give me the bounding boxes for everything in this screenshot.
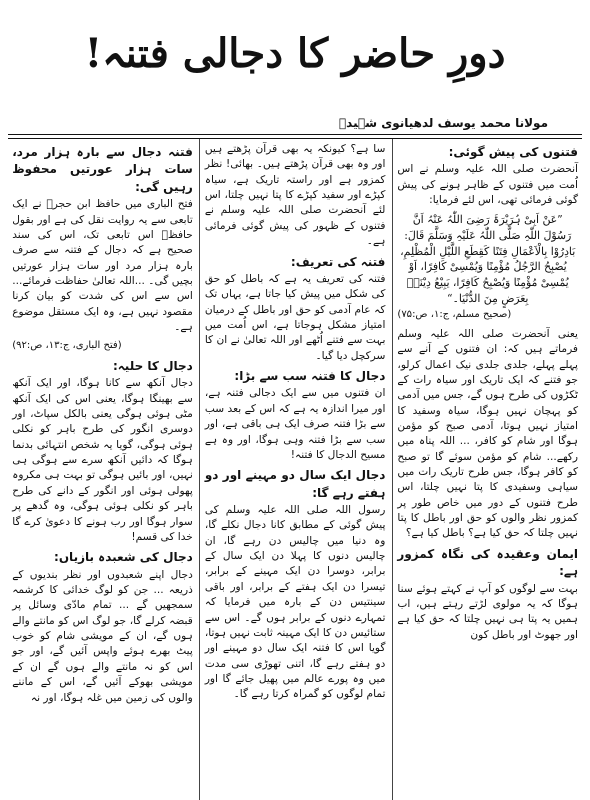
paragraph: دجال آنکھ سے کانا ہوگا، اور ایک آنکھ سے بھینگا ہوگا، یعنی اس کی ایک آنکھ مٹی ہوئی ہوگی یعنی بالکل سپاٹ، اور دوسری انگور کی طرح باہر کو نکلی ہوئی ہوگی، گویا یہ شخص انتہائی بدنما ہوگا کہ دائیں آنکھ سرے سے ہوگی ہی نہیں، اور بائیں ہوگی تو بہت ہی مکروہ پھولی ہوئی اور انگور کے دانے کی طرح باہر کو نکلی ہوئی ہوگی، وہ گدھے پر سوار ہوگا اور رب ہونے کا دعویٰ کرے گا خدا کی قسم! [12, 377, 193, 543]
section-heading: ایمان وعقیدہ کی نگاہ کمزور ہے: [397, 546, 578, 579]
paragraph: یعنی آنحضرت صلی اللہ علیہ وسلم فرماتے ہیں کہ: ان فتنوں کے آنے سے پہلے پہلے، جلدی جلدی نیک اعمال کرلو، جو فتنے کہ ایک تاریک اور سیاہ رات کے ٹکڑوں کی طرح ہوں گے، جس میں آدمی کو پہچان نہیں ہوگا، سیاہ وسفید کا امتیاز نہیں ہوتا، آدمی صبح کو مؤمن ہوگا اور شام کو کافر، ... اللہ پناہ میں رکھے... شام کو مؤمن سوئے گا تو صبح کو کافر ہوگا، جس طرح تاریک رات میں سیاہی وسفیدی کا پتا نہیں چلتا، اس طرح فتنوں کے دور میں خاص طور پر کمزور نظر والوں کو حق اور باطل کا پتا نہیں چلتا کہ حق کیا ہے؟ باطل کیا ہے؟ [397, 327, 578, 540]
header-rule [8, 134, 582, 135]
paragraph: ان فتنوں میں سے ایک دجالی فتنہ ہے، اور میرا اندازہ یہ ہے کہ اس کے بعد سب سے بڑا فتنہ صرف ایک ہی باقی ہے، اور سب سے بڑا فتنہ وہی ہوگا، اور وہ ہے مسیح الدجال کا فتنہ! [204, 387, 386, 461]
paragraph: سا ہے؟ کیونکہ یہ بھی قرآن پڑھتے ہیں اور وہ بھی قرآن پڑھتے ہیں۔ بھائی! نظر کمزور ہے اور راستہ تاریک ہے، سیاہ کپڑے اور سفید کپڑے کا پتا نہیں چلتا، اس لئے آنحضرت صلی اللہ علیہ وسلم نے فتنوں کے ظہور کی پیش گوئی فرمائی ہے۔ [204, 143, 386, 248]
paragraph: بہت سے لوگوں کو آپ نے کہتے ہوئے سنا ہوگا کہ یہ مولوی لڑتے رہتے ہیں، اب ہمیں یہ پتا ہی نہیں چلتا کہ حق کیا ہے اور جھوٹ اور باطل کون [397, 582, 578, 641]
paragraph: فتح الباری میں حافظ ابن حجرؒ نے ایک تابعی سے یہ روایت نقل کی ہے اور بقول حافظؒ اس تابعی تک، اس کی سند صحیح ہے کہ دجال کے فتنہ سے صرف بارہ ہزار مرد اور سات ہزار عورتیں بچیں گی۔ ...اللہ تعالیٰ حفاظت فرمائے... اس سے اس کی شدت کو بیان کرنا مقصود نہیں ہے، وہ ایک مستقل موضوع ہے۔ [12, 198, 193, 334]
article-column-left [6, 142, 199, 800]
author-byline: مولانا محمد یوسف لدھیانوی شہیدؒ [338, 116, 548, 130]
article-columns [6, 142, 584, 800]
paragraph: آنحضرت صلی اللہ علیہ وسلم نے اس اُمت میں فتنوں کے ظاہر ہونے کی پیش گوئی فرمائی تھی، اس لئے فرمایا: [397, 163, 578, 207]
paragraph: دجال اپنے شعبدوں اور نظر بندیوں کے ذریعہ ... جن کو لوگ خدائی کا کرشمہ سمجھیں گے ... تمام مادّی وسائل پر قبضہ کرلے گا، جو لوگ اس کو مانتے والے ہوں گے، ان کے مویشی شام کو خوب پیٹ بھرے ہوئے واپس آئیں گے، اور جو اس کو نہ مانتے والے ہوں گے ان کے مویشی بھوکے آئیں گے، اس کے ماننے والوں کی زمین میں غلہ ہوگا، اور نہ [12, 568, 193, 704]
section-heading: دجال ایک سال دو مہینے اور دو ہفتے رہے گا: [204, 468, 386, 500]
section-heading: دجال کی شعبدہ بازیاں: [54, 550, 193, 565]
arabic-hadith-text: ”عَنْ اَبِیْ ہُرَیْرَۃَ رَضِیَ اللّٰہُ عَنْہُ اَنَّ رَسُوْلَ اللّٰہِ صَلَّی اللّٰہُ عَلَیْہِ وَسَلَّمَ قَالَ: بَادِرُوْا بِالْاَعْمَالِ فِتَنًا کَقِطَعِ اللَّیْلِ الْمُظْلِمِ، یُصْبِحُ الرَّجُلُ مُؤْمِنًا وَیُمْسِیْ کَافِرًا، اَوْ یُمْسِیْ مُؤْمِنًا وَیُصْبِحُ کَافِرًا، یَبِیْعُ دِیْنَہٗ بِعَرَضٍ مِنَ الدُّنْیَا۔“ [400, 213, 576, 305]
article-column-middle [199, 142, 392, 800]
page-title: دورِ حاضر کا دجالی فتنہ! [84, 30, 506, 77]
section-heading: فتنوں کی پیش گوئی: [448, 145, 578, 159]
citation: (فتح الباری، ج:۱۳، ص:۹۲) [12, 340, 122, 352]
section-heading: دجال کا فتنہ سب سے بڑا: [234, 369, 386, 384]
section-heading: فتنہ کی تعریف: [290, 254, 386, 269]
paragraph: فتنہ کی تعریف یہ ہے کہ باطل کو حق کی شکل میں پیش کیا جاتا ہے، یہاں تک کہ عام آدمی کو حق اور باطل کے درمیان امتیاز مشکل ہوجاتا ہے، اس اُمت میں بہت سے فتنے اُٹھے اور اللہ تعالیٰ نے ان کا سرکچل دیا گیا۔ [204, 272, 386, 362]
citation: (صحیح مسلم، ج:۱، ص:۷۵) [397, 309, 512, 321]
section-heading: دجال کا حلیہ: [112, 358, 193, 373]
paragraph: رسول اللہ صلی اللہ علیہ وسلم کی پیش گوئی کے مطابق کانا دجال نکلے گا، وہ دنیا میں چالیس دن رہے گا، ان چالیس دنوں کا پہلا دن ایک سال کے برابر، دوسرا دن ایک مہینے کے برابر، تیسرا دن ایک ہفتے کے برابر، اور باقی سینتیس دن کے بارہ میں فرمایا کہ تمہارے دنوں کے برابر ہوں گے۔ اس سے ستائیس دن کا ایک مہینہ ثابت نہیں ہوتا، گویا اس کا فتنہ ایک سال دو مہینے اور دو ہفتے رہے گا، اتنی تھوڑی سی مدت میں وہ پورے عالم میں پھیل جائے گا اور تمام لوگوں کو گمراہ کرتا رہے گا۔ [204, 504, 386, 701]
header-rule-thin [8, 138, 582, 139]
section-heading: فتنہ دجال سے بارہ ہزار مرد، سات ہزار عورتیں محفوظ رہیں گی: [12, 145, 193, 194]
article-column-right [391, 142, 584, 800]
